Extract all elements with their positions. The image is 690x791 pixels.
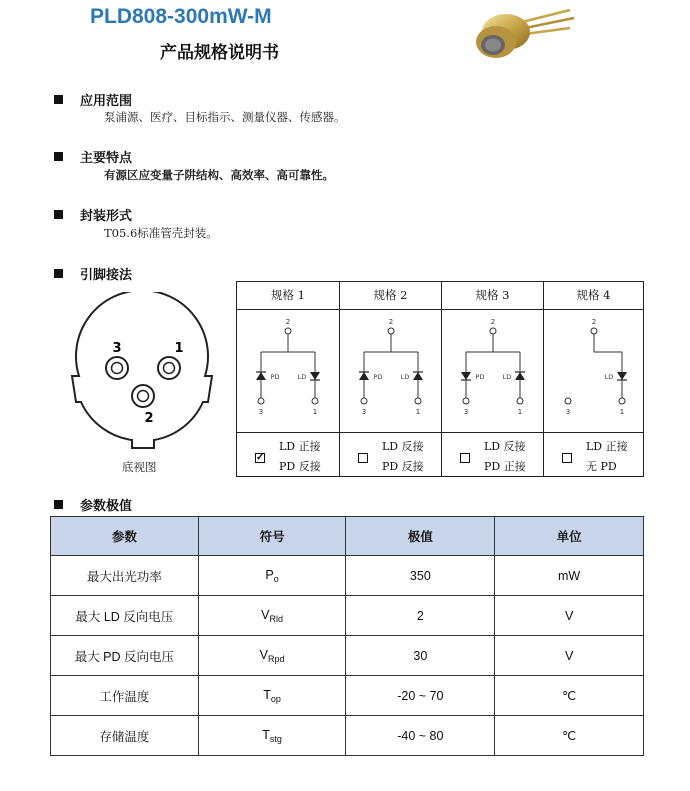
pin-terminal — [285, 328, 291, 334]
laser-diode-symbol — [515, 372, 525, 380]
unchecked-checkbox[interactable] — [460, 453, 470, 463]
pin-number-2: 2 — [591, 318, 597, 326]
ratings-table — [50, 516, 644, 756]
ld-label: LD — [400, 373, 410, 381]
pin-config-ld-mode: LD 正接 — [279, 440, 321, 453]
ld-label: LD — [502, 373, 512, 381]
pin-terminal — [517, 398, 523, 404]
symbol-cell — [198, 556, 346, 596]
pin-config-pd-mode: PD 反接 — [382, 460, 424, 473]
pin-terminal — [463, 398, 469, 404]
pin-terminal — [258, 398, 264, 404]
pin-config-column — [441, 282, 543, 476]
value-cell: 2 — [346, 596, 495, 636]
pin-terminal — [619, 398, 625, 404]
unit-cell: mW — [495, 556, 644, 596]
pin-terminal — [565, 398, 571, 404]
pin-terminal — [591, 328, 597, 334]
symbol-main: T — [263, 687, 271, 702]
col-header-symbol: 符号 — [198, 517, 346, 556]
pin-config-column — [237, 282, 339, 476]
pin-number-2: 2 — [388, 318, 394, 326]
pin-number-1: 1 — [312, 408, 318, 416]
ld-label: LD — [604, 373, 614, 381]
symbol-main: P — [265, 567, 274, 582]
unit-cell: V — [495, 596, 644, 636]
symbol-cell — [198, 676, 346, 716]
value-cell: -20 ~ 70 — [346, 676, 495, 716]
section-body-package: T05.6标准管壳封装。 — [104, 226, 218, 240]
bullet-icon — [54, 269, 63, 278]
pin-number-1: 1 — [415, 408, 421, 416]
pin-circuit-diagram — [237, 310, 339, 432]
symbol-cell — [198, 716, 346, 756]
pd-label: PD — [475, 373, 485, 381]
pin-number-2: 2 — [490, 318, 496, 326]
ld-label: LD — [297, 373, 307, 381]
value-cell: -40 ~ 80 — [346, 716, 495, 756]
pin-label-1: 1 — [174, 341, 184, 356]
bullet-icon — [54, 500, 63, 509]
unchecked-checkbox[interactable] — [562, 453, 572, 463]
symbol-subscript: Rld — [269, 613, 284, 624]
pin-number-3: 3 — [361, 408, 367, 416]
symbol-subscript: stg — [269, 733, 282, 744]
symbol-cell — [198, 596, 346, 636]
pin-label-2: 2 — [144, 411, 154, 426]
table-row — [51, 716, 644, 756]
symbol-main: V — [261, 607, 270, 622]
pin-config-header: 规格 3 — [442, 282, 543, 310]
document-title: PLD808-300mW-M — [90, 5, 272, 28]
param-cell: 存储温度 — [51, 716, 199, 756]
pin-config-pd-mode: PD 反接 — [279, 460, 321, 473]
pd-label: PD — [270, 373, 280, 381]
bullet-icon — [54, 210, 63, 219]
table-row — [51, 636, 644, 676]
pin-number-2: 2 — [285, 318, 291, 326]
bullet-icon — [54, 95, 63, 104]
symbol-subscript: o — [273, 573, 279, 584]
param-cell: 最大 LD 反向电压 — [51, 596, 199, 636]
pin-config-header: 规格 4 — [544, 282, 643, 310]
section-body-features: 有源区应变量子阱结构、高效率、高可靠性。 — [104, 168, 334, 182]
param-cell: 最大 PD 反向电压 — [51, 636, 199, 676]
pin-circuit-diagram — [544, 310, 644, 432]
bottom-view-caption: 底视图 — [122, 460, 157, 474]
pin-config-pd-mode: PD 正接 — [484, 460, 526, 473]
pin-config-option[interactable] — [442, 432, 543, 476]
pin-terminal — [490, 328, 496, 334]
col-header-unit: 单位 — [495, 517, 644, 556]
table-row — [51, 556, 644, 596]
pin-config-pd-mode: 无 PD — [586, 460, 617, 473]
pin-config-header: 规格 2 — [340, 282, 441, 310]
pin-number-3: 3 — [463, 408, 469, 416]
pin-config-ld-mode: LD 正接 — [586, 440, 628, 453]
checked-checkbox[interactable]: ✓ — [256, 452, 265, 463]
pin-config-ld-mode: LD 反接 — [484, 440, 526, 453]
unchecked-checkbox[interactable] — [358, 453, 368, 463]
laser-diode-image — [470, 2, 580, 82]
symbol-cell — [198, 636, 346, 676]
photodiode-symbol — [256, 372, 266, 380]
col-header-value: 极值 — [346, 517, 495, 556]
pin-config-column — [339, 282, 441, 476]
photodiode-symbol — [461, 372, 471, 380]
pin-number-3: 3 — [565, 408, 571, 416]
col-header-param: 参数 — [51, 517, 199, 556]
document-subtitle: 产品规格说明书 — [160, 43, 279, 63]
section-title-features: 主要特点 — [80, 151, 133, 166]
pin-config-column — [543, 282, 643, 476]
bottom-view-diagram — [62, 292, 222, 452]
bullet-icon — [54, 152, 63, 161]
pin-number-1: 1 — [619, 408, 625, 416]
pin-terminal — [415, 398, 421, 404]
pin-config-ld-mode: LD 反接 — [382, 440, 424, 453]
pin-terminal — [312, 398, 318, 404]
pin-config-option[interactable] — [544, 432, 643, 476]
table-row — [51, 676, 644, 716]
symbol-main: V — [259, 647, 268, 662]
section-title-application: 应用范围 — [80, 94, 133, 109]
section-body-application: 泵浦源、医疗、目标指示、测量仪器、传感器。 — [104, 110, 346, 124]
photodiode-symbol — [359, 372, 369, 380]
symbol-subscript: op — [270, 693, 281, 704]
pin-label-3: 3 — [112, 341, 122, 356]
param-cell: 工作温度 — [51, 676, 199, 716]
unit-cell: ℃ — [495, 676, 644, 716]
unit-cell: V — [495, 636, 644, 676]
pin-config-header: 规格 1 — [237, 282, 339, 310]
value-cell: 350 — [346, 556, 495, 596]
value-cell: 30 — [346, 636, 495, 676]
pin-config-table — [236, 281, 644, 477]
pd-label: PD — [373, 373, 383, 381]
laser-diode-symbol — [413, 372, 423, 380]
section-title-ratings: 参数极值 — [80, 499, 133, 514]
pin-number-1: 1 — [517, 408, 523, 416]
laser-diode-symbol — [310, 372, 320, 380]
symbol-subscript: Rpd — [268, 653, 285, 664]
pin-config-option[interactable] — [340, 432, 441, 476]
pin-number-3: 3 — [258, 408, 264, 416]
pin-circuit-diagram — [442, 310, 544, 432]
section-title-pinout: 引脚接法 — [80, 268, 133, 283]
laser-diode-symbol — [617, 372, 627, 380]
pin-circuit-diagram — [340, 310, 442, 432]
pin-terminal — [361, 398, 367, 404]
table-row — [51, 596, 644, 636]
pin-terminal — [388, 328, 394, 334]
pin-config-option[interactable] — [237, 432, 339, 476]
param-cell: 最大出光功率 — [51, 556, 199, 596]
unit-cell: ℃ — [495, 716, 644, 756]
section-title-package: 封装形式 — [80, 209, 133, 224]
symbol-main: T — [262, 727, 270, 742]
